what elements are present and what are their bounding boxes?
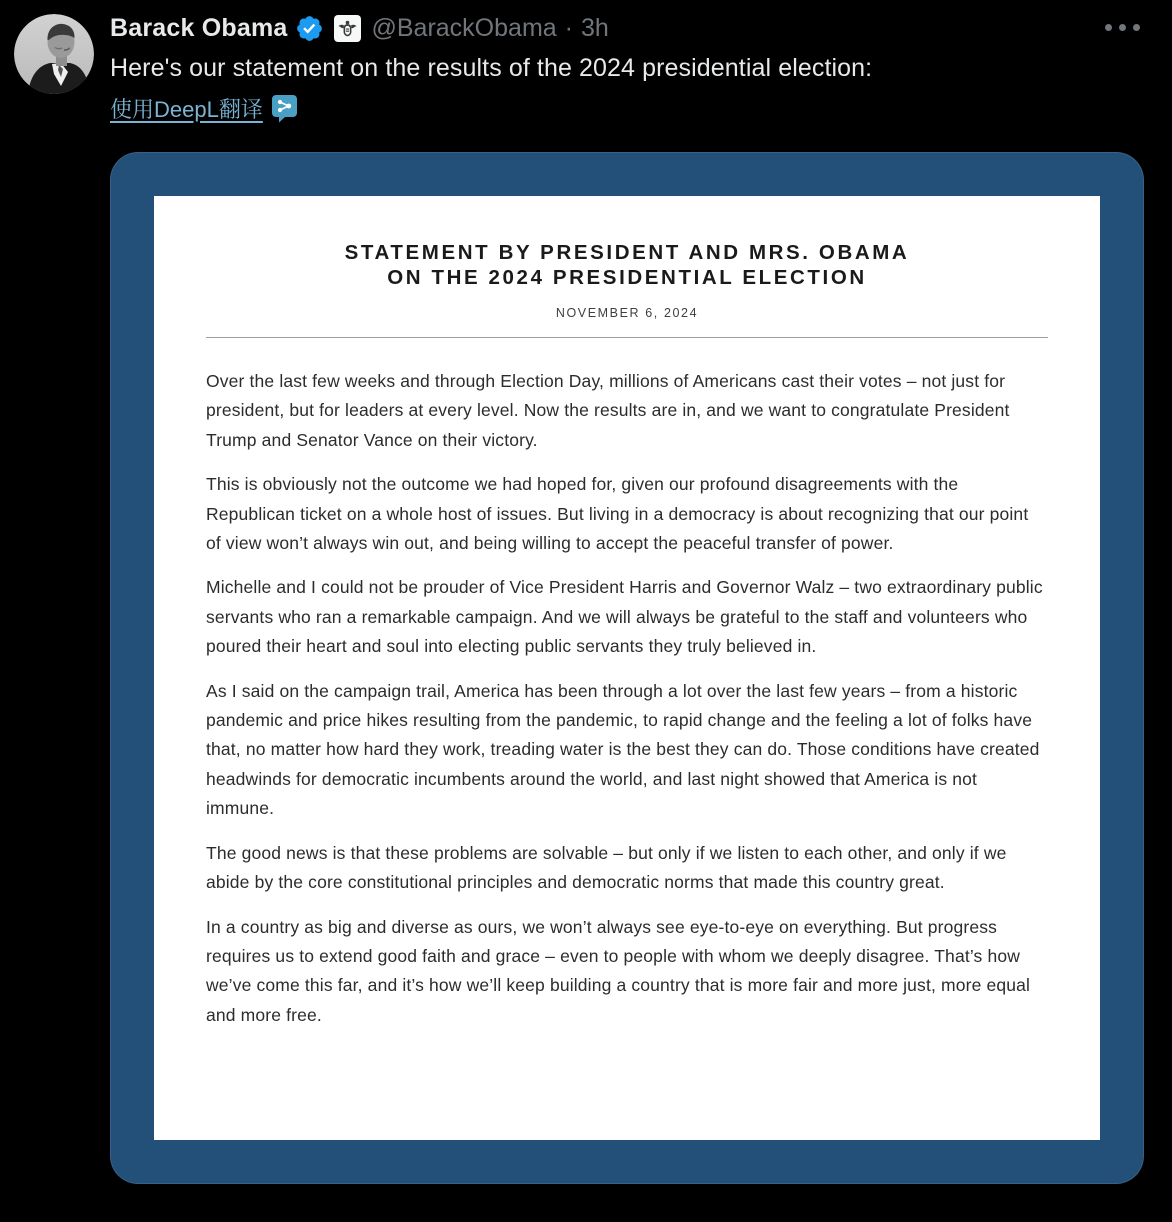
author-handle[interactable]: @BarackObama bbox=[371, 14, 557, 42]
timestamp[interactable]: 3h bbox=[581, 14, 609, 42]
avatar-portrait-image bbox=[14, 14, 94, 94]
verified-badge-icon bbox=[295, 14, 324, 43]
avatar-column bbox=[14, 14, 94, 1184]
statement-paragraph: As I said on the campaign trail, America has been through a lot over the last few years – from a historic pandemic and price hikes resulting from the pandemic, to rapid change and the feeling a lot of folks have that, no matter how hard they work, treading water is the best they can do. Those conditions have created headwinds for democratic incumbents around the world, and last night showed that America is not immune. bbox=[206, 680, 1040, 819]
statement-title bbox=[206, 240, 1048, 290]
more-options-button[interactable] bbox=[1103, 18, 1142, 37]
tweet-content-column bbox=[110, 14, 1156, 1184]
ellipsis-dot bbox=[1133, 24, 1140, 31]
statement-date: NOVEMBER 6, 2024 bbox=[555, 306, 699, 320]
ellipsis-dot bbox=[1105, 24, 1112, 31]
avatar[interactable] bbox=[14, 14, 94, 94]
author-meta bbox=[372, 14, 609, 43]
statement-title-line2: ON THE 2024 PRESIDENTIAL ELECTION bbox=[387, 266, 867, 289]
ellipsis-dot bbox=[1119, 24, 1126, 31]
statement-body bbox=[206, 367, 1048, 1030]
statement-paragraph: Over the last few weeks and through Election Day, millions of Americans cast their votes – not just for president, but for leaders at every level. Now the results are in, and we want to congratulate President Trump and Senator Vance on their victory. bbox=[206, 371, 1010, 450]
tweet-image-statement-card[interactable] bbox=[110, 152, 1144, 1184]
government-eagle-badge-icon bbox=[334, 15, 361, 42]
statement-paragraph: In a country as big and diverse as ours, we won’t always see eye-to-eye on everything. But progress requires us to extend good faith and grace – even to people with whom we deeply disagree. That’s how we’ve come this far, and it’s how we’ll keep building a country that is more fair and more just, more equal and more free. bbox=[206, 916, 1031, 1025]
statement-paragraph: The good news is that these problems are solvable – but only if we listen to each other, and only if we abide by the core constitutional principles and democratic norms that made this country great. bbox=[206, 842, 1007, 893]
divider-rule bbox=[206, 337, 1048, 338]
author-name[interactable]: Barack Obama bbox=[110, 14, 288, 42]
statement-document bbox=[154, 196, 1100, 1140]
deepl-translate-icon[interactable] bbox=[271, 94, 298, 123]
statement-paragraph: This is obviously not the outcome we had hoped for, given our profound disagreements with the Republican ticket on a whole host of issues. But living in a democracy is about recognizing that our point of view won’t always win out, and being willing to accept the peaceful transfer of power. bbox=[206, 474, 1029, 554]
statement-paragraph: Michelle and I could not be prouder of Vice President Harris and Governor Walz – two extraordinary public servants who ran a remarkable campaign. And we will always be grateful to the staff and volunteers who poured their heart and soul into electing public servants they truly believed in. bbox=[206, 577, 1043, 657]
meta-separator: · bbox=[564, 14, 573, 42]
tweet-header bbox=[110, 14, 1156, 43]
translate-row bbox=[110, 93, 1156, 124]
deepl-translate-link[interactable]: 使用DeepL翻译 bbox=[110, 97, 263, 122]
statement-title-line1: STATEMENT BY PRESIDENT AND MRS. OBAMA bbox=[344, 241, 910, 264]
tweet-text: Here's our statement on the results of the 2024 presidential election: bbox=[110, 54, 873, 82]
